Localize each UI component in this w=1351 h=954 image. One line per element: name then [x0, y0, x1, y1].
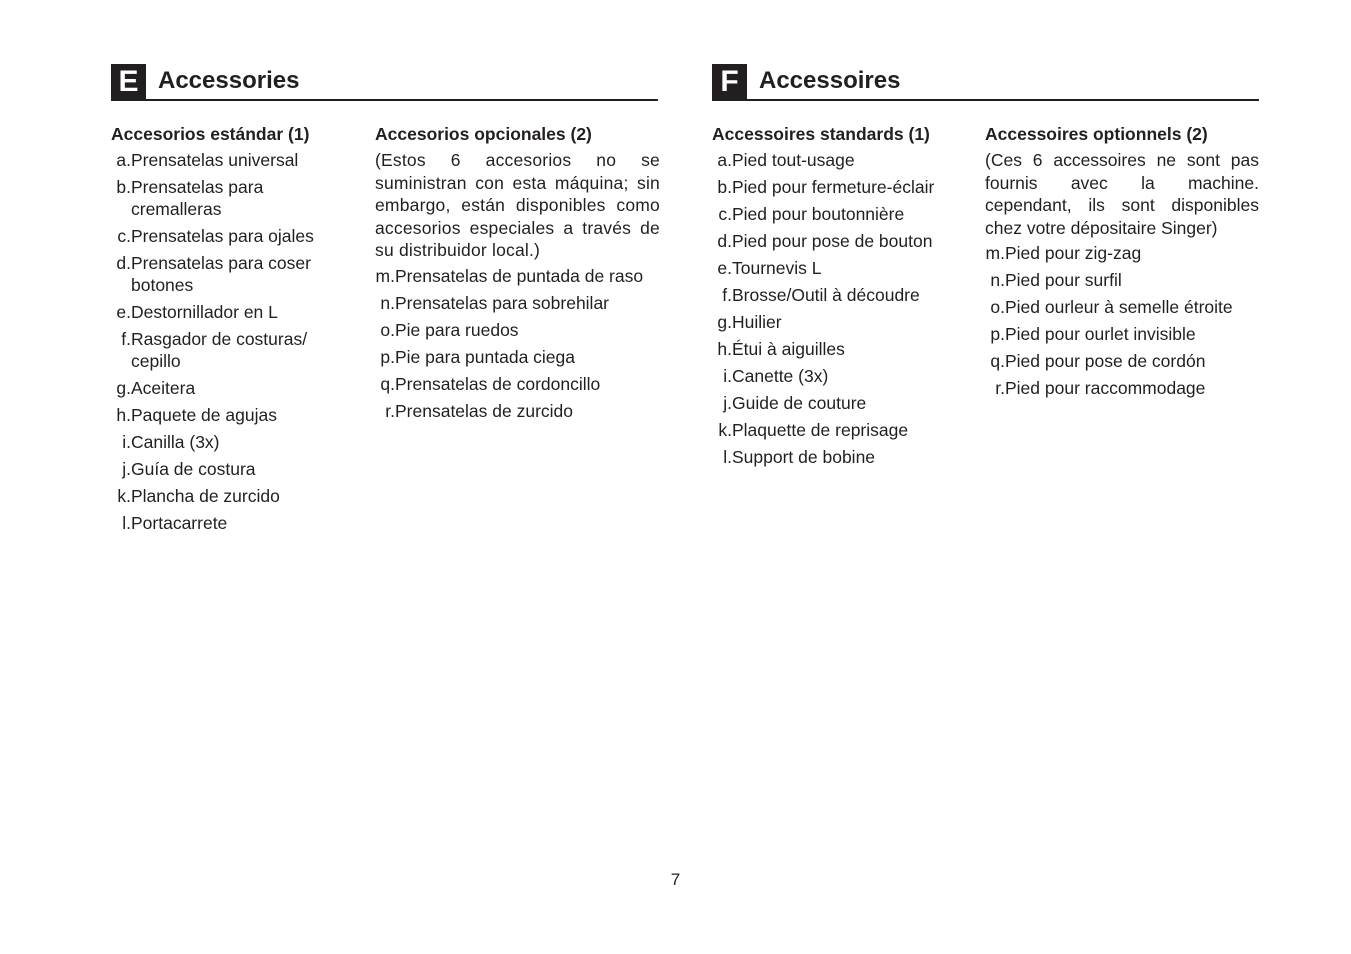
list-item-letter: k. [718, 420, 732, 440]
list-item [712, 284, 972, 306]
list-item-text: Support de bobine [732, 447, 876, 467]
list-item-text: Pied pour raccommodage [1005, 378, 1206, 398]
list-item-text: Huilier [732, 312, 782, 332]
list-item [111, 404, 351, 426]
list-item-letter: i. [723, 366, 732, 386]
list-item [712, 203, 972, 225]
list-item [111, 512, 351, 534]
list-item-text: Pie para puntada ciega [395, 346, 575, 367]
list-item-text: Prensatelas de cordoncillo [395, 373, 601, 394]
list-item-text: Guide de couture [732, 393, 867, 413]
list-item-text: Pied pour fermeture-éclair [732, 177, 935, 197]
list-item-letter: d. [116, 253, 131, 273]
list-item-letter: m. [985, 243, 1005, 263]
list-item-text: Canette (3x) [732, 366, 829, 386]
list-item-letter: c. [117, 226, 131, 246]
list-item [111, 252, 351, 296]
list-item [985, 242, 1259, 264]
list-item [111, 377, 351, 399]
list-item [111, 485, 351, 507]
list-item-text: Pied pour pose de cordón [1005, 351, 1206, 371]
list-item-letter: o. [990, 297, 1005, 317]
section-e-optional-note: (Estos 6 accesorios no se suministran con esta máquina; sin embargo, están disponibles como accesorios especiales a través de su distribuidor local.) [375, 150, 660, 260]
list-item-letter: f. [121, 329, 131, 349]
list-item-text: Prensatelas para cremalleras [131, 177, 264, 219]
section-f-title: Accessoires [759, 67, 901, 94]
list-item-letter: i. [122, 432, 131, 452]
section-f-standard-list [712, 149, 972, 468]
list-item-letter: g. [116, 378, 131, 398]
list-item-letter: l. [723, 447, 732, 467]
list-item-text: Prensatelas para ojales [131, 226, 314, 246]
list-item [375, 265, 660, 287]
list-item-text: Plancha de zurcido [131, 486, 280, 506]
section-e-standard-heading: Accesorios estándar (1) [111, 124, 310, 144]
list-item [375, 373, 660, 395]
list-item-text: Canilla (3x) [131, 432, 220, 452]
list-item [985, 323, 1259, 345]
section-f-optional-list [985, 242, 1259, 399]
list-item [375, 400, 660, 422]
section-f-optional-column [985, 122, 1259, 404]
list-item-text: Rasgador de costuras/ cepillo [131, 329, 308, 371]
list-item-letter: p. [380, 346, 395, 367]
list-item [712, 257, 972, 279]
list-item [985, 377, 1259, 399]
list-item-letter: l. [122, 513, 131, 533]
section-e-standard-column [111, 122, 351, 539]
list-item-letter: f. [722, 285, 732, 305]
section-e-header [111, 64, 658, 101]
list-item [712, 446, 972, 468]
list-item-letter: a. [717, 150, 732, 170]
list-item-text: Aceitera [131, 378, 196, 398]
list-item-letter: d. [717, 231, 732, 251]
list-item-letter: k. [117, 486, 131, 506]
list-item-letter: m. [375, 265, 395, 286]
list-item-letter: r. [995, 378, 1005, 398]
list-item-letter: e. [717, 258, 732, 278]
list-item-text: Prensatelas de puntada de raso [395, 265, 644, 286]
list-item-text: Prensatelas para coser botones [131, 253, 311, 295]
list-item-text: Portacarrete [131, 513, 228, 533]
section-e [111, 64, 660, 533]
list-item-text: Étui à aiguilles [732, 339, 845, 359]
list-item-text: Prensatelas para sobrehilar [395, 292, 610, 313]
list-item-text: Plaquette de reprisage [732, 420, 909, 440]
list-item-text: Tournevis L [732, 258, 822, 278]
section-f-standard-heading: Accessoires standards (1) [712, 124, 930, 144]
section-f-standard-column [712, 122, 972, 473]
list-item [111, 301, 351, 323]
list-item [712, 365, 972, 387]
section-f [712, 64, 1259, 467]
list-item-letter: g. [717, 312, 732, 332]
list-item [111, 176, 351, 220]
list-item-text: Pied pour ourlet invisible [1005, 324, 1196, 344]
list-item-letter: o. [380, 319, 395, 340]
list-item-letter: q. [380, 373, 395, 394]
list-item-text: Guía de costura [131, 459, 256, 479]
section-e-letter-badge: E [111, 64, 146, 99]
list-item-text: Prensatelas universal [131, 150, 299, 170]
list-item-letter: c. [718, 204, 732, 224]
list-item-letter: j. [723, 393, 732, 413]
list-item-letter: q. [990, 351, 1005, 371]
list-item-letter: a. [116, 150, 131, 170]
list-item-letter: b. [116, 177, 131, 197]
list-item [712, 311, 972, 333]
list-item-text: Pied pour zig-zag [1005, 243, 1142, 263]
list-item-letter: n. [990, 270, 1005, 290]
list-item-text: Pied pour boutonnière [732, 204, 905, 224]
section-f-header [712, 64, 1259, 101]
page-number: 7 [670, 870, 681, 889]
list-item-letter: h. [116, 405, 131, 425]
section-e-optional-list [375, 265, 660, 422]
list-item [712, 176, 972, 198]
list-item [985, 350, 1259, 372]
list-item [712, 338, 972, 360]
list-item-letter: r. [385, 400, 395, 421]
list-item [985, 296, 1259, 318]
list-item-letter: h. [717, 339, 732, 359]
list-item [375, 346, 660, 368]
list-item-letter: n. [380, 292, 395, 313]
list-item-text: Pied ourleur à semelle étroite [1005, 297, 1233, 317]
list-item [111, 458, 351, 480]
list-item [111, 149, 351, 171]
list-item [712, 419, 972, 441]
list-item-letter: b. [717, 177, 732, 197]
list-item-text: Pie para ruedos [395, 319, 519, 340]
list-item [712, 149, 972, 171]
list-item-letter: p. [990, 324, 1005, 344]
list-item-text: Pied pour surfil [1005, 270, 1122, 290]
section-e-optional-heading: Accesorios opcionales (2) [375, 124, 592, 144]
list-item-text: Pied pour pose de bouton [732, 231, 933, 251]
list-item [111, 431, 351, 453]
section-e-title: Accessories [158, 67, 300, 94]
section-f-optional-note: (Ces 6 accessoires ne sont pas fournis avec la machine. cependant, ils sont disponibles chez votre dépositaire Singer) [985, 150, 1259, 238]
section-e-optional-column [375, 122, 660, 427]
section-e-standard-list [111, 149, 351, 534]
list-item [375, 292, 660, 314]
list-item-text: Brosse/Outil à découdre [732, 285, 920, 305]
list-item [712, 392, 972, 414]
section-f-optional-heading: Accessoires optionnels (2) [985, 124, 1208, 144]
list-item [111, 328, 351, 372]
list-item-letter: j. [122, 459, 131, 479]
list-item-text: Pied tout-usage [732, 150, 855, 170]
list-item [985, 269, 1259, 291]
list-item-text: Destornillador en L [131, 302, 278, 322]
section-f-letter-badge: F [712, 64, 747, 99]
list-item [375, 319, 660, 341]
list-item [111, 225, 351, 247]
list-item-text: Prensatelas de zurcido [395, 400, 574, 421]
list-item-letter: e. [116, 302, 131, 322]
list-item-text: Paquete de agujas [131, 405, 277, 425]
list-item [712, 230, 972, 252]
